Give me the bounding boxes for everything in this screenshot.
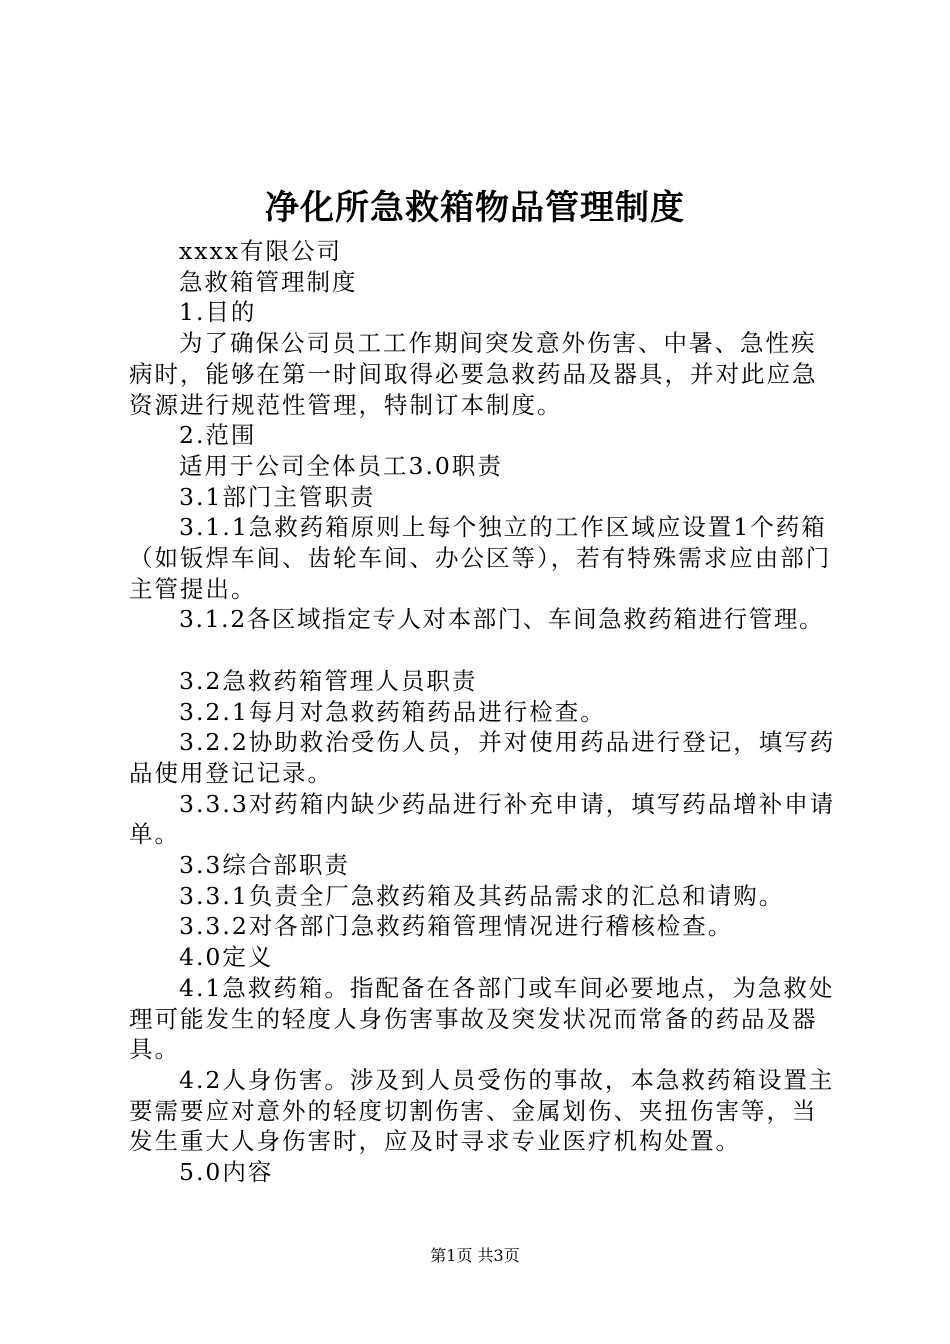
paragraph-3-3-2: 3.3.2对各部门急救药箱管理情况进行稽核检查。 xyxy=(179,912,734,941)
paragraph-3-3-3: 3.3.3对药箱内缺少药品进行补充申请，填写药品增补申请单。 xyxy=(129,789,836,849)
paragraph-3-1-2: 3.1.2各区域指定专人对本部门、车间急救药箱进行管理。 xyxy=(179,605,825,634)
paragraph-3-3-1: 3.3.1负责全厂急救药箱及其药品需求的汇总和请购。 xyxy=(179,881,785,910)
paragraph-section-definitions: 4.0定义 xyxy=(179,943,274,972)
document-body xyxy=(129,236,841,1188)
paragraph-subtitle: 急救箱管理制度 xyxy=(179,267,358,296)
paragraph-section-3-1: 3.1部门主管职责 xyxy=(179,482,376,511)
page-footer: 第1页 共3页 xyxy=(430,1246,520,1265)
paragraph-section-3-2: 3.2急救药箱管理人员职责 xyxy=(179,666,478,695)
paragraph-4-1: 4.1急救药箱。指配备在各部门或车间必要地点，为急救处理可能发生的轻度人身伤害事故及突发状况而常备的药品及器具。 xyxy=(129,973,835,1064)
paragraph-section-3-3: 3.3综合部职责 xyxy=(179,851,350,880)
paragraph-3-2-2: 3.2.2协助救治受伤人员，并对使用药品进行登记，填写药品使用登记记录。 xyxy=(129,728,836,787)
paragraph-section-purpose: 1.目的 xyxy=(179,298,257,327)
paragraph-scope-text: 适用于公司全体员工3.0职责 xyxy=(179,451,503,480)
paragraph-3-2-1: 3.2.1每月对急救药箱药品进行检查。 xyxy=(179,697,606,726)
paragraph-section-content: 5.0内容 xyxy=(179,1158,274,1187)
paragraph-section-scope: 2.范围 xyxy=(179,421,257,450)
paragraph-company: xxxx有限公司 xyxy=(179,237,343,265)
paragraph-purpose-text: 为了确保公司员工工作期间突发意外伤害、中暑、急性疾病时，能够在第一时间取得必要急救药品及器具，并对此应急资源进行规范性管理，特制订本制度。 xyxy=(129,329,818,419)
paragraph-4-2: 4.2人身伤害。涉及到人员受伤的事故，本急救药箱设置主要需要应对意外的轻度切割伤害、金属划伤、夹扭伤害等，当发生重大人身伤害时，应及时寻求专业医疗机构处置。 xyxy=(129,1065,835,1156)
paragraph-3-1-1: 3.1.1急救药箱原则上每个独立的工作区域应设置1个药箱（如钣焊车间、齿轮车间、办公区等），若有特殊需求应由部门主管提出。 xyxy=(129,513,832,603)
document-title: 净化所急救箱物品管理制度 xyxy=(265,188,685,228)
